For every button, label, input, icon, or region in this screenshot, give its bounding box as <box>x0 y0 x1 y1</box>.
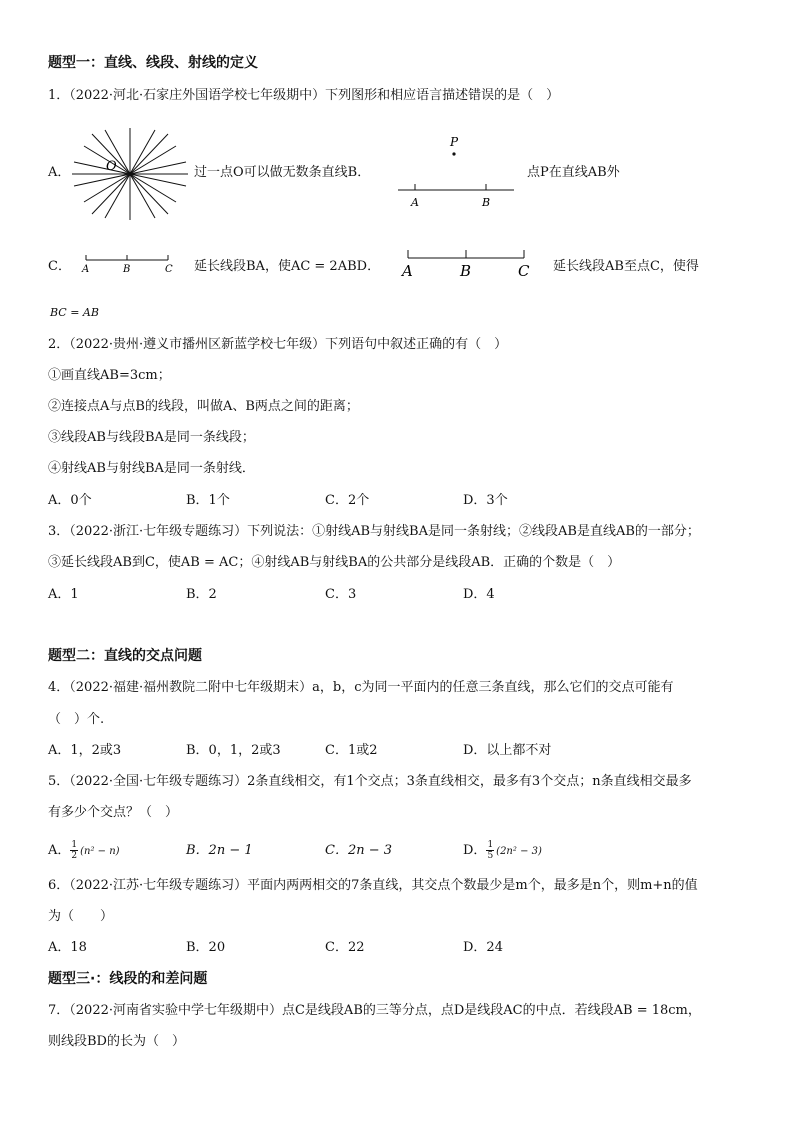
q5-option-c: C．2n − 3 <box>325 843 393 858</box>
q2-option-b: B．1个 <box>186 493 230 508</box>
q3-option-d: D．4 <box>463 587 495 602</box>
q5-line-1: 5．（2022·全国·七年级专题练习）2条直线相交，有1个交点；3条直线相交，最多有3个交点；n条直线相交最多 <box>48 774 692 789</box>
q1-d-label-a: A <box>402 262 413 280</box>
q2-statement-3: ③线段AB与线段BA是同一条线段； <box>48 430 255 445</box>
q1-b-figure <box>396 134 518 208</box>
q5-option-d-fraction: $\frac{1}{5}$ <box>487 840 494 861</box>
q3-option-a: A．1 <box>48 587 79 602</box>
q5-line-2: 有多少个交点？（ ） <box>48 805 179 820</box>
q6-line-1: 6．（2022·江苏·七年级专题练习）平面内两两相交的7条直线，其交点个数最少是m个，最多是n个，则m+n的值 <box>48 878 698 893</box>
q6-option-a: A．18 <box>48 940 87 955</box>
q1-b-label-a: A <box>411 196 419 209</box>
q1-option-d-text: 延长线段AB至点C，使得 <box>553 259 699 274</box>
q1-d-figure <box>398 244 538 280</box>
q3-line-1: 3．（2022·浙江·七年级专题练习）下列说法：①射线AB与射线BA是同一条射线；②线段AB是直线AB的一部分； <box>48 524 700 539</box>
q3-line-2: ③延长线段AB到C，使AB = AC；④射线AB与射线BA的公共部分是线段AB．正确的个数是（ ） <box>48 555 621 570</box>
q2-stem: 2．（2022·贵州·遵义市播州区新蓝学校七年级）下列语句中叙述正确的有（ ） <box>48 337 508 352</box>
q6-option-b: B．20 <box>186 940 226 955</box>
q5-option-a-label: A． <box>48 843 71 858</box>
q1-a-lines <box>72 128 188 220</box>
q5-option-d <box>463 840 542 861</box>
q1-option-a-text: 过一点O可以做无数条直线B． <box>194 165 371 180</box>
q1-b-label-p: P <box>450 135 459 149</box>
q2-statement-1: ①画直线AB=3cm； <box>48 368 171 383</box>
q3-option-b: B．2 <box>186 587 217 602</box>
q4-option-a: A．1，2或3 <box>48 743 122 758</box>
q2-statement-2: ②连接点A与点B的线段，叫做A、B两点之间的距离； <box>48 399 359 414</box>
q7-line-1: 7．（2022·河南省实验中学七年级期中）点C是线段AB的三等分点，点D是线段AC的中点．若线段AB = 18cm， <box>48 1003 701 1018</box>
q4-line-1: 4．（2022·福建·福州教院二附中七年级期末）a，b，c为同一平面内的任意三条直线，那么它们的交点可能有 <box>48 680 674 695</box>
q1-a-point-o: O <box>106 159 117 174</box>
q5-option-d-label: D． <box>463 843 487 858</box>
q2-option-a: A．0个 <box>48 493 92 508</box>
q1-d-label-b: B <box>460 262 472 280</box>
q1-stem: 1．（2022·河北·石家庄外国语学校七年级期中）下列图形和相应语言描述错误的是（ ） <box>48 88 560 103</box>
q1-option-b-text: 点P在直线AB外 <box>527 165 620 180</box>
q1-option-a-label: A． <box>48 165 71 180</box>
section-title-2: 题型二：直线的交点问题 <box>48 648 202 664</box>
q2-statement-4: ④射线AB与射线BA是同一条射线． <box>48 461 255 476</box>
q1-c-label-a: A <box>82 264 90 275</box>
q1-b-label-b: B <box>482 196 491 209</box>
q1-b-point-p <box>452 152 455 155</box>
q1-option-d-cont: BC = AB <box>50 306 99 319</box>
q4-option-c: C．1或2 <box>325 743 378 758</box>
q1-option-c-text: 延长线段BA，使AC = 2ABD． <box>194 259 381 274</box>
q6-line-2: 为（ ） <box>48 909 114 924</box>
q5-option-a-expr: (n² − n) <box>80 846 120 857</box>
q5-option-d-expr: (2n² − 3) <box>496 846 542 857</box>
q5-option-a <box>48 840 120 861</box>
q5-option-a-fraction: $\frac{1}{2}$ <box>71 840 78 861</box>
q5-option-b: B．2n − 1 <box>186 843 253 858</box>
q1-option-c-label: C． <box>48 259 71 274</box>
q1-a-figure <box>70 128 190 220</box>
q4-option-d: D．以上都不对 <box>463 743 552 758</box>
q7-line-2: 则线段BD的长为（ ） <box>48 1034 185 1049</box>
q2-option-d: D．3个 <box>463 493 508 508</box>
q4-option-b: B．0，1，2或3 <box>186 743 281 758</box>
q1-c-label-c: C <box>165 264 173 275</box>
section-title-3: 题型三·：线段的和差问题 <box>48 971 208 987</box>
q1-c-figure <box>80 250 180 278</box>
q6-option-d: D．24 <box>463 940 503 955</box>
q2-option-c: C．2个 <box>325 493 370 508</box>
q4-line-2: （ ）个. <box>48 712 105 727</box>
q1-d-label-c: C <box>518 262 530 280</box>
section-title-1: 题型一：直线、线段、射线的定义 <box>48 55 258 71</box>
q1-c-label-b: B <box>123 264 131 275</box>
q6-option-c: C．22 <box>325 940 365 955</box>
q3-option-c: C．3 <box>325 587 357 602</box>
